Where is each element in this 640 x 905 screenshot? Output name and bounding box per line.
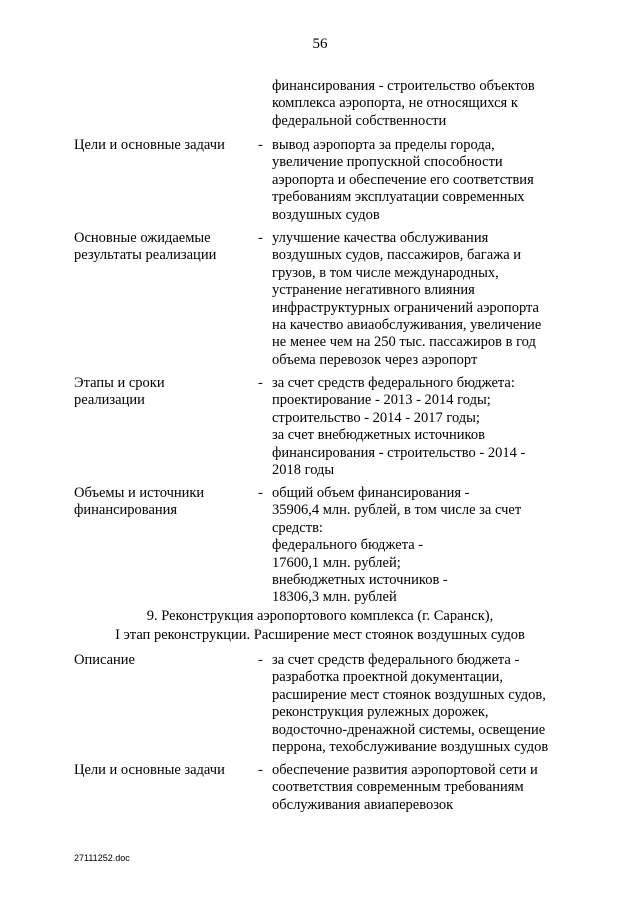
section-heading-line2: I этап реконструкции. Расширение мест стоянок воздушных судов [115, 627, 525, 643]
funding-text: общий объем финансирования - 35906,4 млн. рублей, в том числе за счет средств: федерального бюджета - 17600,1 млн. рублей; внебюджетных источников - 18306,3 млн. рублей [272, 485, 522, 606]
results-dash: - [258, 230, 263, 246]
document-id: 27111252.doc [74, 853, 130, 863]
goals-dash: - [258, 137, 263, 153]
results-label: Основные ожидаемые результаты реализации [74, 230, 217, 264]
goals-label: Цели и основные задачи [74, 137, 225, 153]
stages-label: Этапы и сроки реализации [74, 375, 165, 409]
description-dash: - [258, 652, 263, 668]
goals2-dash: - [258, 762, 263, 778]
description-text: за счет средств федерального бюджета - разработка проектной документации, расширение мест стоянок воздушных судов, реконструкция рулежных дорожек, водосточно-дренажной системы, освещение перрона, техобслуживание воздушных судов [272, 652, 549, 756]
stages-dash: - [258, 375, 263, 391]
goals2-text: обеспечение развития аэропортовой сети и соответствия современным требованиям обслуживания авиаперевозок [272, 762, 538, 813]
goals-text: вывод аэропорта за пределы города, увеличение пропускной способности аэропорта и обеспечение его соответствия требованиям эксплуатации современных воздушных судов [272, 137, 534, 223]
funding-dash: - [258, 485, 263, 501]
goals2-label: Цели и основные задачи [74, 762, 225, 778]
description-label: Описание [74, 652, 135, 668]
stages-text: за счет средств федерального бюджета: проектирование - 2013 - 2014 годы; строительство - 2014 - 2017 годы; за счет внебюджетных источников финансирования - строительство - 2014 - 2018 годы [272, 375, 526, 479]
continuation-text: финансирования - строительство объектов комплекса аэропорта, не относящихся к федеральной собственности [272, 78, 535, 129]
funding-label: Объемы и источники финансирования [74, 485, 205, 519]
results-text: улучшение качества обслуживания воздушных судов, пассажиров, багажа и грузов, в том числе международных, устранение негативного влияния инфраструктурных ограничений аэропорта на качество авиаобслуживания, увеличение не менее чем на 250 тыс. пассажиров в год объема перевозок через аэропорт [272, 230, 542, 368]
page-number: 56 [312, 36, 328, 52]
section-heading-line1: 9. Реконструкция аэропортового комплекса (г. Саранск), [146, 608, 494, 624]
